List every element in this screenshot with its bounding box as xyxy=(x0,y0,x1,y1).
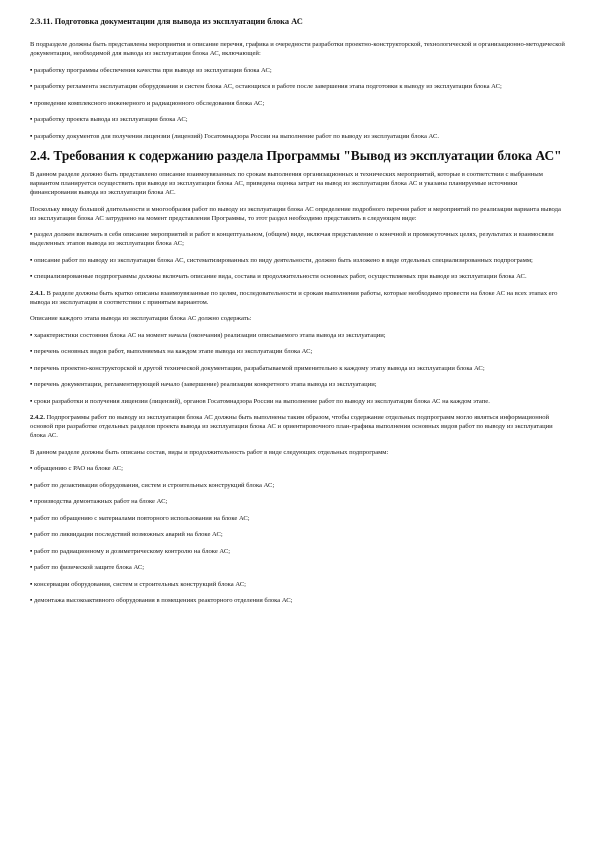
list-item: ▪ работ по ликвидации последствий возможных аварий на блоке АС; xyxy=(30,530,565,539)
list-item: ▪ характеристики состояния блока АС на момент начала (окончания) реализации описываемого этапа вывода из эксплуатации; xyxy=(30,331,565,340)
list-item: ▪ производства демонтажных работ на блоке АС; xyxy=(30,497,565,506)
list-item: ▪ перечень основных видов работ, выполняемых на каждом этапе вывода из эксплуатации блока АС; xyxy=(30,347,565,356)
paragraph: В данном разделе должны быть описаны состав, виды и продолжительность работ в виде следующих отдельных подпрограмм: xyxy=(30,448,389,456)
paragraph: Поскольку ввиду большой длительности и многообразия работ по выводу из эксплуатации блока АС определение подробного перечня работ и мероприятий по реализации варианта вывода из эксплуатации блока АС затруднено на момент представления Программы, то этот раздел необходимо представлять в следующем виде: xyxy=(30,205,561,222)
list-item: ▪ раздел должен включать в себя описание мероприятий и работ в концептуальном, (общем) виде, включая представление о конечной и промежуточных целях, результатах и взаимосвязи выделенных этапов вывода из эксплуатации блока АС; xyxy=(30,230,565,248)
section-2-3-11-heading: 2.3.11. Подготовка документации для вывода из эксплуатации блока АС xyxy=(30,17,303,26)
list-item: ▪ проведение комплексного инженерного и радиационного обследования блока АС; xyxy=(30,99,565,108)
section-number: 2.4.2. xyxy=(30,414,45,421)
section-2-4-heading: 2.4. Требования к содержанию раздела Программы "Вывод из эксплуатации блока АС" xyxy=(30,148,562,163)
section-number: 2.4.1. xyxy=(30,289,45,297)
list-item: ▪ демонтажа высокоактивного оборудования в помещениях реакторного отделения блока АС; xyxy=(30,596,565,605)
list-item: ▪ консервации оборудования, систем и строительных конструкций блока АС; xyxy=(30,580,565,589)
list-item: ▪ разработку регламента эксплуатации оборудования и систем блока АС, остающихся в работе после завершения этапа подготовки к выводу из эксплуатации блока АС; xyxy=(30,82,565,91)
paragraph: Описание каждого этапа вывода из эксплуатации блока АС должно содержать: xyxy=(30,315,252,322)
paragraph: В данном разделе должно быть представлено описание взаимоувязанных по срокам выполнения организационных и технических мероприятий, которые в соответствии с выбранным вариантом планируется осуществить при выводе из эксплуатации блока АС, приведена оценка затрат на вывод из эксплуатации блока АС и указаны планируемые источники финансирования вывода из эксплуатации блока АС. xyxy=(30,171,543,196)
list-item: ▪ специализированные подпрограммы должны включать описание вида, состава и продолжительности основных работ, осуществляемых при выводе из эксплуатации блока АС. xyxy=(30,272,565,281)
list-item: ▪ работ по физической защите блока АС; xyxy=(30,563,565,572)
list-item: ▪ работ по обращению с материалами повторного использования на блоке АС; xyxy=(30,514,565,523)
list-item: ▪ сроки разработки и получения лицензии (лицензий), органов Госатомнадзора России на выполнение работ по выводу из эксплуатации блока АС на каждом этапе. xyxy=(30,397,565,406)
list-item: ▪ разработку проекта вывода из эксплуатации блока АС; xyxy=(30,115,565,124)
list-item: ▪ разработку документов для получения лицензии (лицензий) Госатомнадзора России на выполнение работ по выводу из эксплуатации блока АС. xyxy=(30,132,565,141)
section-2-4-2-paragraph xyxy=(30,413,565,440)
list-item: ▪ работ по дезактивации оборудования, систем и строительных конструкций блока АС; xyxy=(30,481,565,490)
section-2-4-1-paragraph xyxy=(30,289,565,307)
section-2-3-11-intro: В подразделе должны быть представлены мероприятия и описание перечня, графика и очередности разработки проектно-конструкторской, технологической и организационно-методической документации, необходимой для вывода из эксплуатации блока АС, включающей: xyxy=(30,41,565,57)
paragraph-text: В разделе должны быть кратко описаны взаимоувязанные по целям, последовательности и срокам выполнения работы, которые необходимо провести на блоке АС на всех этапах его вывода из эксплуатации в соответствии с принятым вариантом. xyxy=(30,289,558,306)
list-item: ▪ обращению с РАО на блоке АС; xyxy=(30,464,565,473)
list-item: ▪ описание работ по выводу из эксплуатации блока АС, систематизированных по виду деятельности, должно быть изложено в виде отдельных специализированных подпрограмм; xyxy=(30,256,565,265)
list-item: ▪ разработку программы обеспечения качества при выводе из эксплуатации блока АС; xyxy=(30,66,565,75)
paragraph-text: Подпрограммы работ по выводу из эксплуатации блока АС должны быть выполнены таким образом, чтобы содержание отдельных подпрограмм могло являться информационной основой при разработке отдельных разделов проекта вывода из эксплуатации блока АС и ориентировочного план-графика выполнения основных видов работ по выводу из эксплуатации блока АС. xyxy=(30,414,553,439)
list-item: ▪ работ по радиационному и дозиметрическому контролю на блоке АС; xyxy=(30,547,565,556)
list-item: ▪ перечень документации, регламентирующей начало (завершение) реализации конкретного этапа вывода из эксплуатации; xyxy=(30,380,565,389)
list-item: ▪ перечень проектно-конструкторской и другой технической документации, разрабатываемой применительно к каждому этапу вывода из эксплуатации блока АС; xyxy=(30,364,565,373)
